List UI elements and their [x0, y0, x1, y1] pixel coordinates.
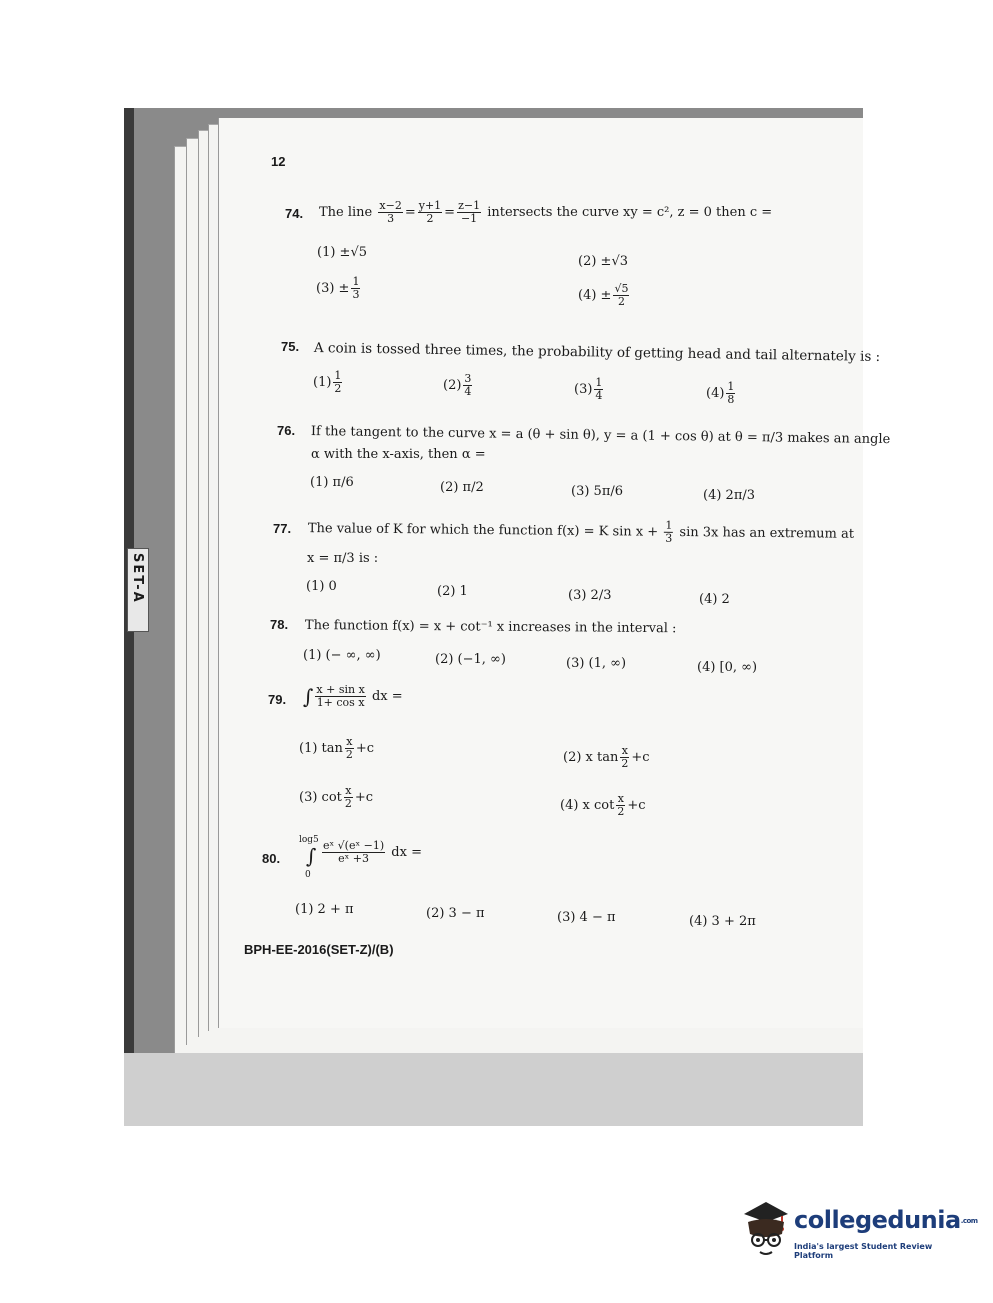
question-number: 77.	[273, 521, 292, 536]
integral-lower-limit: 0	[305, 870, 311, 880]
paper-code-footer: BPH-EE-2016(SET-Z)/(B)	[244, 942, 394, 957]
question-text: If the tangent to the curve x = a (θ + sin θ), y = a (1 + cos θ) at θ = π/3 makes an angle	[310, 424, 891, 448]
option-2: (2) ±√3	[578, 254, 628, 269]
option-3: (3) 5π/6	[571, 484, 624, 499]
question-text: The line $\frac{x-2}{3}$ = $\frac{y+1}{2}$ = $\frac{z-1}{-1}$ intersects the curve xy = c², z = 0 then c =	[319, 199, 773, 226]
question-text: $\frac{\text{eˣ √(eˣ −1)}}{\text{eˣ +3}}$ dx =	[323, 839, 422, 866]
option-3: (3) ± $\frac{1}{3}$	[316, 275, 360, 302]
option-2: (2) (−1, ∞)	[435, 652, 506, 667]
question-number: 75.	[281, 339, 300, 354]
spine-tab	[127, 548, 149, 632]
option-3: (3) cot $\frac{x}{2}$ +c	[299, 784, 374, 811]
question-number: 76.	[277, 423, 296, 438]
option-1: (1) (− ∞, ∞)	[303, 648, 381, 663]
page-number: 12	[271, 154, 286, 169]
student-mascot-icon	[736, 1200, 792, 1260]
exam-page	[218, 118, 863, 1028]
option-1: (1) $\frac{1}{2}$	[313, 369, 342, 396]
logo-wordmark: collegedunia.com	[794, 1206, 978, 1234]
option-3: (3) 4 − π	[557, 910, 616, 925]
option-4: (4) $\frac{1}{8}$	[706, 380, 735, 407]
question-number: 74.	[285, 206, 304, 221]
option-1: (1) π/6	[310, 475, 354, 490]
integral-upper-limit: log5	[299, 835, 319, 845]
option-2: (2) x tan $\frac{x}{2}$ +c	[563, 744, 650, 771]
question-text: A coin is tossed three times, the probability of getting head and tail alternately is :	[313, 340, 881, 365]
option-1: (1) ±√5	[317, 245, 367, 260]
option-3: (3) (1, ∞)	[566, 656, 627, 671]
spine-label: SET-A	[130, 553, 145, 604]
option-3: (3) 2/3	[568, 588, 612, 603]
question-text-2: α with the x-axis, then α =	[311, 447, 486, 462]
option-2: (2) 3 − π	[426, 906, 485, 921]
question-text: The function f(x) = x + cot⁻¹ x increases in the interval :	[304, 618, 677, 637]
option-4: (4) 2π/3	[703, 488, 756, 503]
option-3: (3) $\frac{1}{4}$	[574, 376, 603, 403]
option-2: (2) π/2	[440, 480, 484, 495]
integral-sign: ∫	[306, 844, 317, 868]
question-number: 80.	[262, 851, 281, 866]
question-text-2: x = π/3 is :	[307, 551, 379, 566]
option-2: (2) $\frac{3}{4}$	[443, 372, 472, 399]
logo-tagline: India's largest Student Review Platform	[794, 1242, 933, 1260]
option-4: (4) 3 + 2π	[689, 914, 756, 929]
question-number: 79.	[268, 692, 287, 707]
option-4: (4) 2	[699, 592, 730, 607]
collegedunia-logo	[736, 1200, 978, 1264]
option-4: (4) x cot $\frac{x}{2}$ +c	[560, 792, 646, 819]
option-1: (1) 2 + π	[295, 902, 354, 917]
option-2: (2) 1	[437, 584, 468, 599]
question-text: The value of K for which the function f(x) = K sin x + $\frac{1}{3}$ sin 3x has an extremum at	[307, 518, 855, 545]
option-1: (1) tan $\frac{x}{2}$ +c	[299, 735, 375, 762]
question-number: 78.	[270, 617, 289, 632]
question-text: ∫ $\frac{\text{x + sin x}}{\text{1+ cos x}}$ dx =	[303, 683, 403, 710]
option-4: (4) ± $\frac{√5}{2}$	[578, 282, 629, 309]
option-4: (4) [0, ∞)	[697, 660, 758, 675]
option-1: (1) 0	[306, 579, 337, 594]
scan-bottom-band	[124, 1053, 863, 1126]
